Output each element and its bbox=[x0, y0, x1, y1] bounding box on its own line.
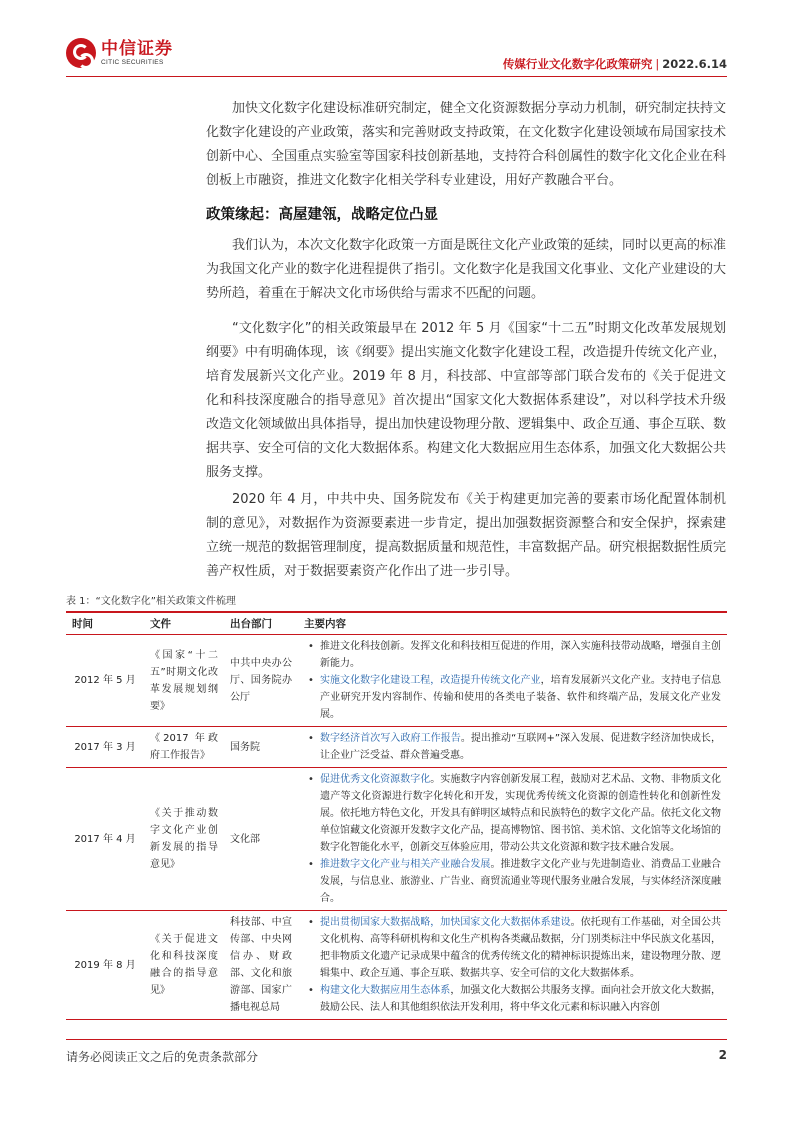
cell-department: 文化部 bbox=[224, 768, 298, 911]
cell-time: 2017 年 3 月 bbox=[66, 727, 144, 768]
table-header-row bbox=[66, 612, 727, 635]
body-paragraph-3: “文化数字化”的相关政策最早在 2012 年 5 月《国家“十二五”时期文化改革发展规划纲要》中有明确体现，该《纲要》提出实施文化数字化建设工程，改造提升传统文化产业，培育发展新兴文化产业。2019 年 8 月，科技部、中宣部等部门联合发布的《关于促进文化和科技深度融合的指导意见》首次提出“国家文化大数据体系建设”，对以科学技术升级改造文化领域做出具体指导，提出加快建设物理分散、逻辑集中、政企互通、事企互联、数据共享、安全可信的文化大数据体系。构建文化大数据应用生态体系，加强文化大数据公共服务支撑。 bbox=[206, 321, 727, 480]
content-highlight: 实施文化数字化建设工程，改造提升传统文化产业 bbox=[320, 675, 541, 686]
header-department: 出台部门 bbox=[224, 612, 298, 635]
table-row bbox=[66, 768, 727, 911]
content-item bbox=[320, 914, 721, 982]
content-text: 。提出推动“互联网+”深入发展、促进数字经济加快成长，让企业广泛受益、群众普遍受惠。 bbox=[320, 733, 721, 761]
cell-department: 科技部、中宣传部、中央网信办、财政部、文化和旅游部、国家广播电视总局 bbox=[224, 911, 298, 1020]
body-paragraph-1: 加快文化数字化建设标准研究制定，健全文化资源数据分享动力机制，研究制定扶持文化数字化建设的产业政策，落实和完善财政支持政策，在文化数字化建设领域布局国家技术创新中心、全国重点实验室等国家科技创新基地，支持符合科创属性的数字化文化企业在科创板上市融资，推进文化数字化相关学科专业建设，用好产教融合平台。 bbox=[206, 101, 727, 188]
content-highlight: 提出贯彻国家大数据战略，加快国家文化大数据体系建设 bbox=[320, 917, 571, 928]
content-highlight: 数字经济首次写入政府工作报告 bbox=[320, 733, 461, 744]
content-text: 。实施数字内容创新发展工程，鼓励对艺术品、文物、非物质文化遗产等文化资源进行数字化转化和开发，实现优秀传统文化资源的创造性转化和创新性发展。依托地方特色文化，开发具有鲜明区域特点和民族特色的数字文化产品。依托文化文物单位馆藏文化资源开发数字文化产品，提高博物馆、图书馆、美术馆、文化馆等文化场馆的数字化智能化水平，创新交互体验应用，带动公共文化资源和数字技术融合发展。 bbox=[320, 774, 722, 853]
content-highlight: 推进数字文化产业与相关产业融合发展 bbox=[320, 859, 491, 870]
report-title: 传媒行业文化数字化政策研究 bbox=[502, 57, 653, 71]
body-paragraph-2-block bbox=[206, 234, 726, 306]
citic-logo-icon bbox=[66, 38, 96, 68]
cell-document: 《国家“十二五”时期文化改革发展规划纲要》 bbox=[144, 635, 224, 727]
cell-content bbox=[298, 768, 727, 911]
cell-department: 国务院 bbox=[224, 727, 298, 768]
cell-content bbox=[298, 635, 727, 727]
report-date: 2022.6.14 bbox=[662, 57, 727, 71]
content-item bbox=[320, 982, 721, 1016]
cell-department: 中共中央办公厅、国务院办公厅 bbox=[224, 635, 298, 727]
cell-document: 《关于推动数字文化产业创新发展的指导意见》 bbox=[144, 768, 224, 911]
table-caption: 表 1：“文化数字化”相关政策文件梳理 bbox=[66, 596, 236, 607]
policy-table bbox=[66, 611, 727, 1020]
footer-divider bbox=[66, 1039, 727, 1040]
content-highlight: 促进优秀文化资源数字化 bbox=[320, 774, 431, 785]
cell-document: 《2017 年政府工作报告》 bbox=[144, 727, 224, 768]
body-paragraph-1-block bbox=[206, 97, 726, 193]
header-divider bbox=[66, 76, 727, 77]
page-number: 2 bbox=[718, 1048, 727, 1062]
report-header: 传媒行业文化数字化政策研究 | 2022.6.14 bbox=[502, 57, 727, 71]
content-text: ，加强文化大数据公共服务支撑。面向社会开放文化大数据，鼓励公民、法人和其他组织依法开发利用，将中华文化元素和标识融入内容创 bbox=[320, 985, 722, 1013]
content-text: ，培育发展新兴文化产业。支持电子信息产业研究开发内容制作、传输和使用的各类电子装备、软件和终端产品，发展文化产业发展。 bbox=[320, 675, 722, 720]
body-paragraph-3-block bbox=[206, 317, 726, 485]
content-highlight: 构建文化大数据应用生态体系 bbox=[320, 985, 451, 996]
table-row bbox=[66, 727, 727, 768]
content-item bbox=[320, 730, 721, 764]
cell-time: 2019 年 8 月 bbox=[66, 911, 144, 1020]
section-title-block bbox=[206, 203, 726, 224]
content-item bbox=[320, 672, 721, 723]
section-title: 政策缘起：高屋建瓴，战略定位凸显 bbox=[206, 207, 438, 223]
cell-time: 2017 年 4 月 bbox=[66, 768, 144, 911]
body-paragraph-4-block bbox=[206, 488, 726, 584]
cell-time: 2012 年 5 月 bbox=[66, 635, 144, 727]
content-text: 推进文化科技创新。发挥文化和科技相互促进的作用，深入实施科技带动战略，增强自主创新能力。 bbox=[320, 641, 721, 669]
table-row bbox=[66, 911, 727, 1020]
header-document: 文件 bbox=[144, 612, 224, 635]
body-paragraph-2: 我们认为，本次文化数字化政策一方面是既往文化产业政策的延续，同时以更高的标准为我国文化产业的数字化进程提供了指引。文化数字化是我国文化事业、文化产业建设的大势所趋，着重在于解决文化市场供给与需求不匹配的问题。 bbox=[206, 238, 727, 301]
header-content: 主要内容 bbox=[298, 612, 727, 635]
cell-content bbox=[298, 727, 727, 768]
content-item bbox=[320, 638, 721, 672]
cell-content bbox=[298, 911, 727, 1020]
company-logo bbox=[66, 38, 173, 68]
content-text: 。依托现有工作基础，对全国公共文化机构、高等科研机构和文化生产机构各类藏品数据，分门别类标注中华民族文化基因，把非物质文化遗产记录成果中蕴含的优秀传统文化的精神标识提炼出来，建设物理分散、逻辑集中、政企互通、事企互联、数据共享、安全可信的文化大数据体系。 bbox=[320, 917, 721, 979]
body-paragraph-4: 2020 年 4 月，中共中央、国务院发布《关于构建更加完善的要素市场化配置体制机制的意见》，对数据作为资源要素进一步肯定，提出加强数据资源整合和安全保护，探索建立统一规范的数据管理制度，提高数据质量和规范性，丰富数据产品。研究根据数据性质完善产权性质，对于数据要素资产化作出了进一步引导。 bbox=[206, 492, 727, 579]
logo-chinese-name: 中信证券 bbox=[101, 38, 173, 59]
header-time: 时间 bbox=[66, 612, 144, 635]
content-item bbox=[320, 771, 721, 856]
content-item bbox=[320, 856, 721, 907]
logo-english-name: CITIC SECURITIES bbox=[101, 58, 164, 66]
cell-document: 《关于促进文化和科技深度融合的指导意见》 bbox=[144, 911, 224, 1020]
policy-table-wrapper bbox=[66, 611, 727, 1013]
table-row bbox=[66, 635, 727, 727]
content-text: 。推进数字文化产业与先进制造业、消费品工业融合发展，与信息业、旅游业、广告业、商贸流通业等现代服务业融合发展，与实体经济深度融合。 bbox=[320, 859, 722, 904]
footer-disclaimer: 请务必阅读正文之后的免责条款部分 bbox=[66, 1050, 259, 1064]
